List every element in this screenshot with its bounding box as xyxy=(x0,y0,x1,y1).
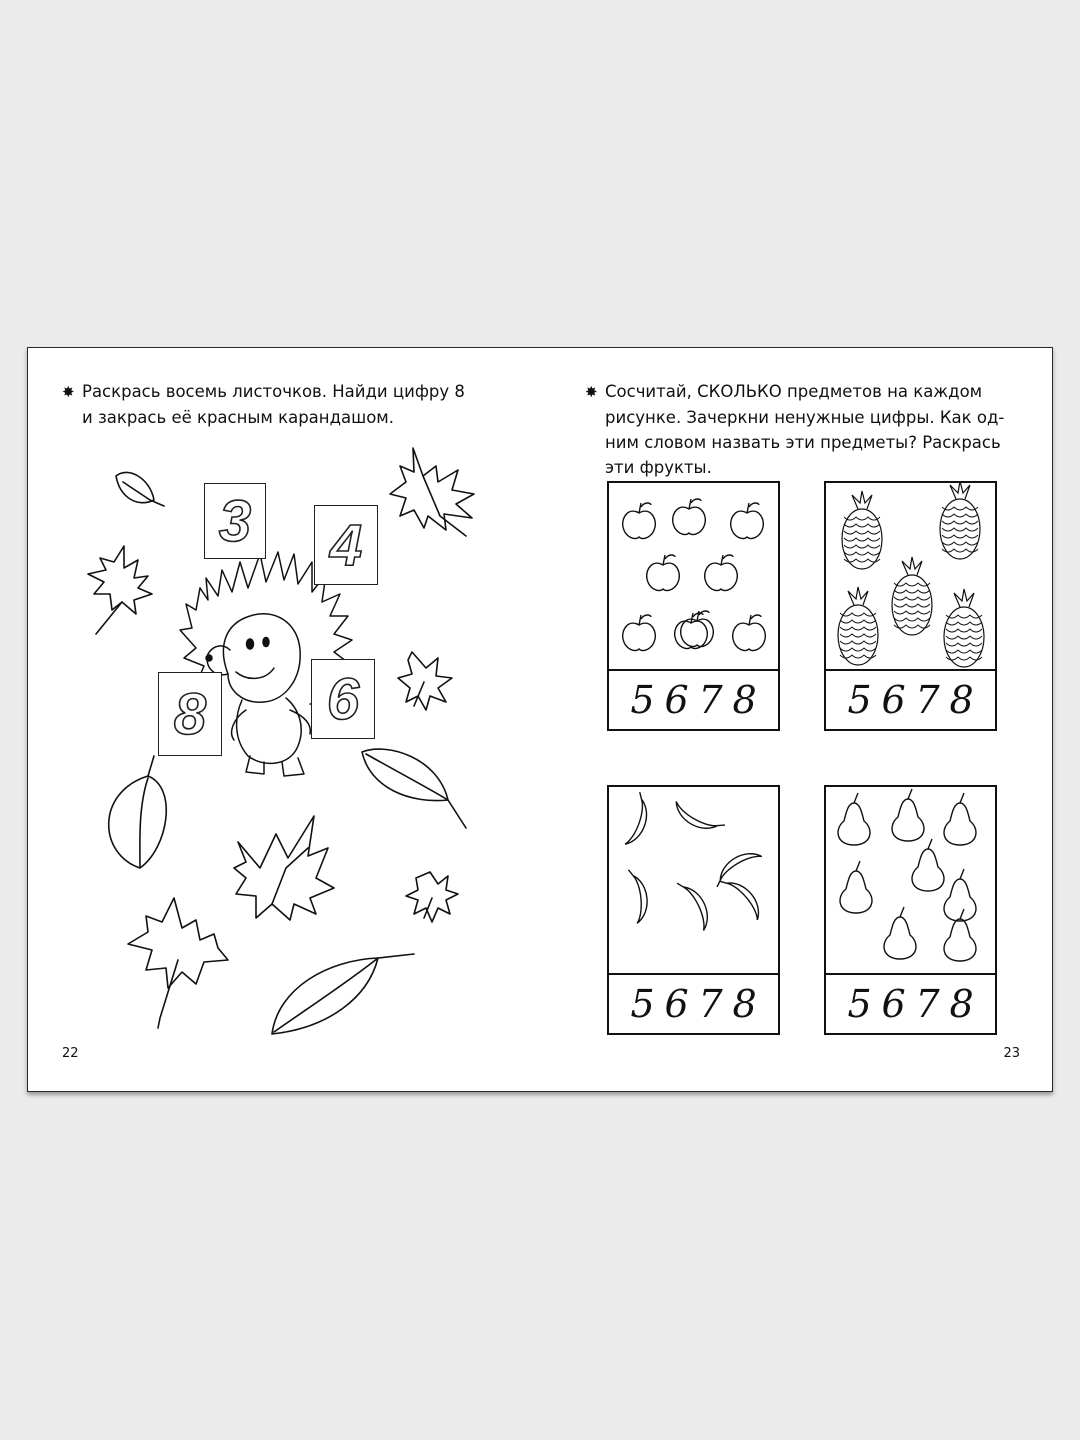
digit-option[interactable]: 5 xyxy=(847,982,872,1026)
digit-row xyxy=(826,669,995,729)
apple-icon xyxy=(705,555,738,591)
number-card-4: 4 xyxy=(314,505,378,585)
apple-icon xyxy=(647,555,680,591)
pear-icon xyxy=(840,861,872,913)
pear-icon xyxy=(884,907,916,959)
apple-icon xyxy=(675,613,708,649)
pear-icon xyxy=(944,869,976,921)
pineapple-icon xyxy=(944,589,984,667)
digit-option[interactable]: 5 xyxy=(630,678,655,722)
apple-icon xyxy=(681,611,714,647)
pineapple-icon xyxy=(892,557,932,635)
apple-icon xyxy=(673,499,706,535)
digit-option[interactable]: 7 xyxy=(915,982,940,1026)
banana-icon xyxy=(621,792,655,848)
digit-option[interactable]: 6 xyxy=(664,982,689,1026)
apple-icon xyxy=(609,483,778,671)
pineapple-icon xyxy=(842,491,882,569)
digit-option[interactable]: 7 xyxy=(915,678,940,722)
digit-option[interactable]: 8 xyxy=(949,982,974,1026)
apple-icon xyxy=(733,615,766,651)
counting-card-pineapples xyxy=(824,481,997,731)
pear-icon xyxy=(826,787,995,975)
pineapple-icon xyxy=(940,483,980,559)
banana-icon xyxy=(720,871,767,923)
left-instruction: ✸ Раскрась восемь листочков. Найди цифру 8 и закрась её красным карандашом. xyxy=(62,382,465,427)
banana-icon xyxy=(609,787,778,975)
page-number: 22 xyxy=(62,1046,79,1061)
pineapple-icon xyxy=(826,483,995,671)
digit-option[interactable]: 7 xyxy=(698,982,723,1026)
digit-option[interactable]: 5 xyxy=(630,982,655,1026)
star-bullet-icon: ✸ xyxy=(585,383,598,401)
banana-icon xyxy=(677,876,714,932)
right-page xyxy=(541,348,1054,1091)
counting-card-apples xyxy=(607,481,780,731)
page-number: 23 xyxy=(1003,1046,1020,1061)
digit-option[interactable]: 8 xyxy=(949,678,974,722)
banana-icon xyxy=(709,846,764,887)
pear-icon xyxy=(912,839,944,891)
banana-icon xyxy=(628,868,649,923)
hedgehog-icon xyxy=(28,348,541,1093)
number-card-3: 3 xyxy=(204,483,266,559)
pear-icon xyxy=(838,793,870,845)
digit-option[interactable]: 6 xyxy=(881,678,906,722)
digit-option[interactable]: 8 xyxy=(732,678,757,722)
pear-icon xyxy=(944,909,976,961)
pear-icon xyxy=(944,793,976,845)
apple-icon xyxy=(623,503,656,539)
counting-card-bananas xyxy=(607,785,780,1035)
digit-row xyxy=(609,973,778,1033)
pineapple-icon xyxy=(838,587,878,665)
number-card-8: 8 xyxy=(158,672,222,756)
workbook-spread xyxy=(27,347,1053,1092)
apple-icon xyxy=(731,503,764,539)
digit-row xyxy=(826,973,995,1033)
digit-option[interactable]: 6 xyxy=(881,982,906,1026)
number-card-6: 6 xyxy=(311,659,375,739)
left-page xyxy=(28,348,541,1091)
banana-icon xyxy=(670,798,725,839)
apple-icon xyxy=(623,615,656,651)
digit-option[interactable]: 8 xyxy=(732,982,757,1026)
digit-option[interactable]: 7 xyxy=(698,678,723,722)
star-bullet-icon: ✸ xyxy=(62,383,75,401)
pear-icon xyxy=(892,789,924,841)
digit-option[interactable]: 6 xyxy=(664,678,689,722)
digit-option[interactable]: 5 xyxy=(847,678,872,722)
counting-card-pears xyxy=(824,785,997,1035)
right-instruction: ✸ Сосчитай, СКОЛЬКО предметов на каждом рисунке. Зачеркни ненужные цифры. Как од- ним словом назвать эти предметы? Раскрась эти фрукты. xyxy=(585,382,1005,477)
digit-row xyxy=(609,669,778,729)
